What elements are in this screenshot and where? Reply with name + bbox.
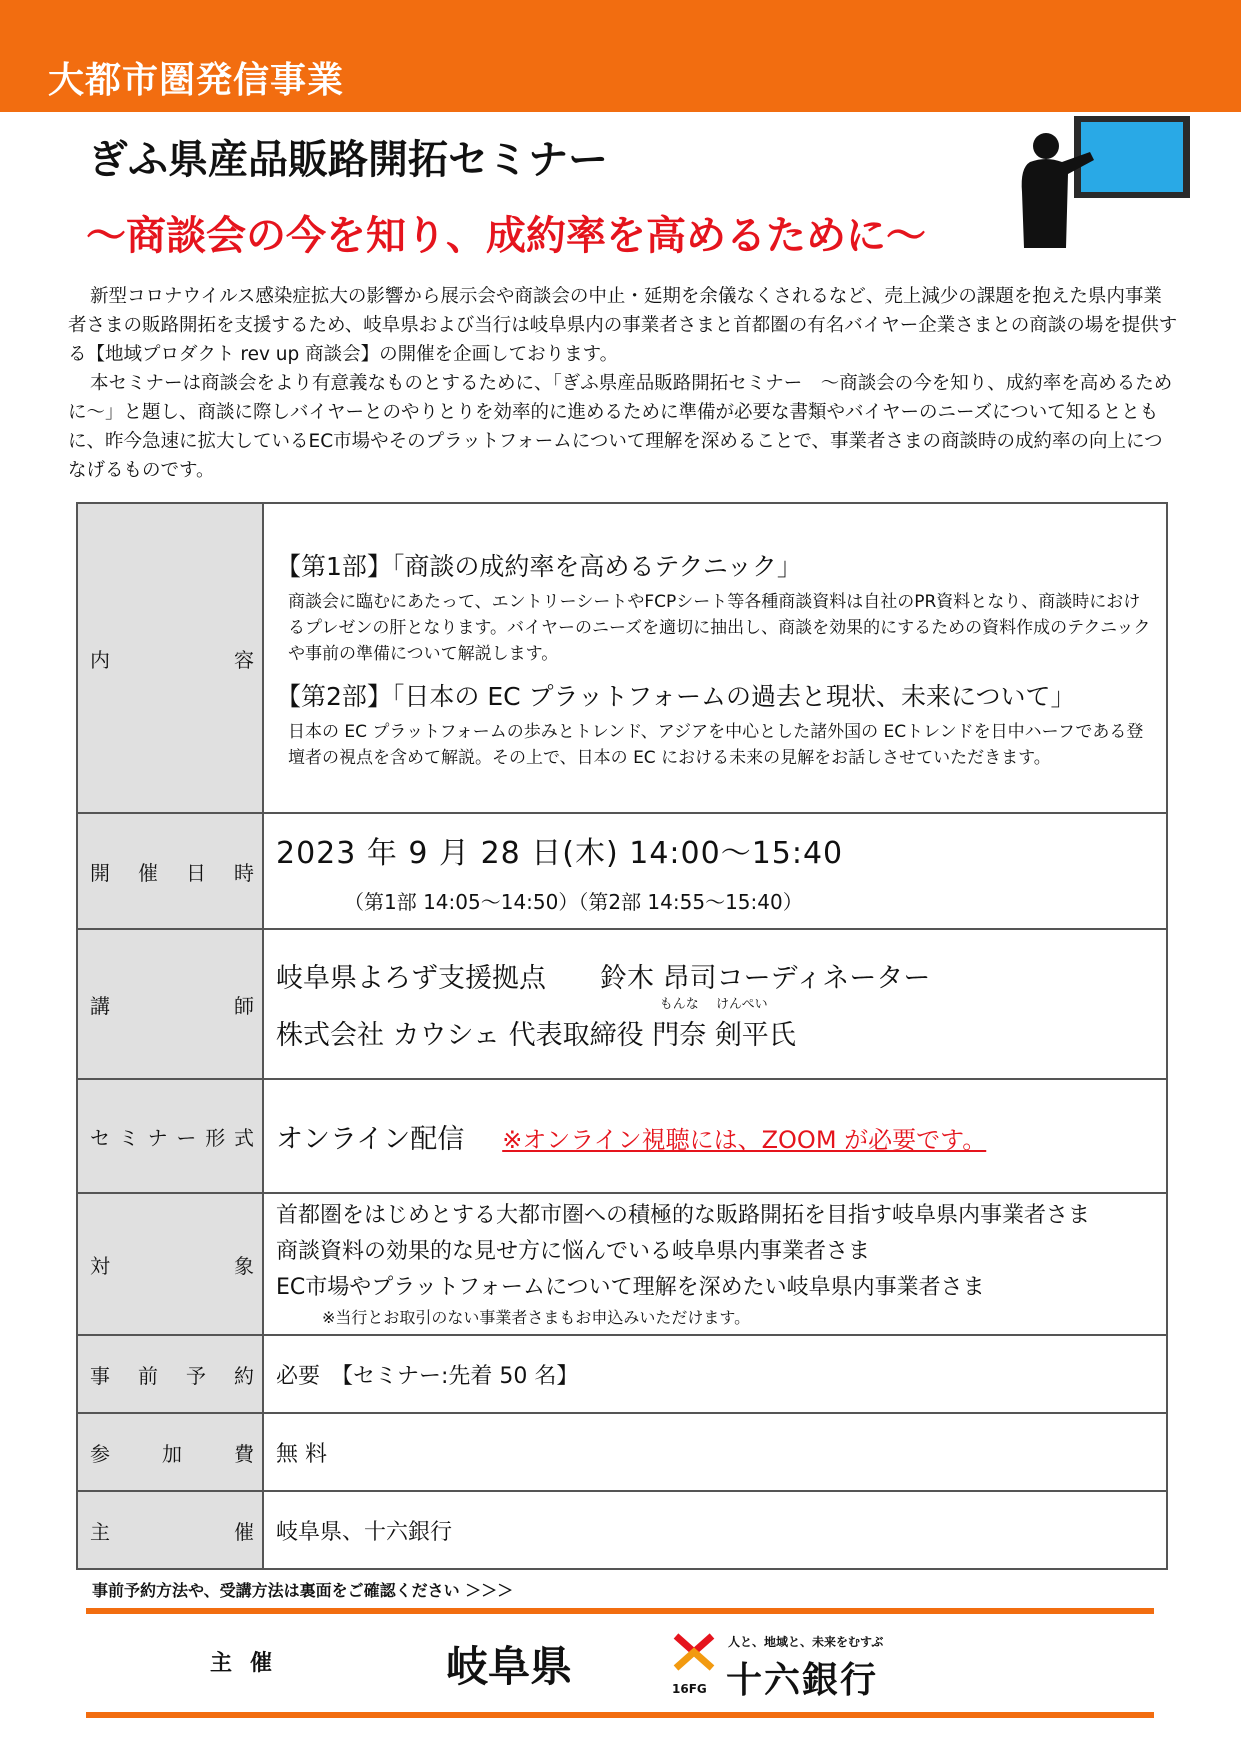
fee-label: 参加費 xyxy=(77,1413,263,1491)
lecturer-1: 岐阜県よろず支援拠点 鈴木 昂司コーディネーター xyxy=(276,963,931,994)
footer-host-label: 主催 xyxy=(210,1651,291,1676)
presenter-illustration-icon xyxy=(1012,112,1192,252)
date-sub: （第1部 14:05～14:50）（第2部 14:55～15:40） xyxy=(344,889,803,914)
part2-body: 日本の EC プラットフォームの歩みとトレンド、アジアを中心とした諸外国の ECトレンドを日中ハーフである登壇者の視点を含めて解説。その上で、日本の EC における未来の見解をお話しさせていただきます。 xyxy=(288,722,1144,768)
target-note: ※当行とお取引のない事業者さまもお申込みいただけます。 xyxy=(322,1308,751,1327)
header-banner xyxy=(0,0,1241,112)
lecturer-value xyxy=(263,929,1167,1079)
intro-paragraph: 新型コロナウイルス感染症拡大の影響から展示会や商談会の中止・延期を余儀なくされるなど、売上減少の課題を抱えた県内事業者さまの販路開拓を支援するため、岐阜県および当行は岐阜県内の事業者さまと首都圏の有名バイヤー企業さまとの商談の場を提供する【地域プロダクト rev up 商談会】の開催を企画しております。 xyxy=(68,286,1178,365)
format-value xyxy=(263,1079,1167,1193)
reservation-value: 必要 【セミナー:先着 50 名】 xyxy=(263,1335,1167,1413)
given-name: けんぺい 剣平 xyxy=(714,997,769,1051)
format-label: セミナー形式 xyxy=(77,1079,263,1193)
host-value: 岐阜県、十六銀行 xyxy=(263,1491,1167,1569)
gifu-prefecture-logo: 岐阜県 xyxy=(446,1642,573,1691)
content-label: 内容 xyxy=(77,503,263,813)
reservation-label: 事前予約 xyxy=(77,1335,263,1413)
zoom-note: ※オンライン視聴には、ZOOM が必要です。 xyxy=(502,1125,987,1154)
date-main: 2023 年 9 月 28 日(木) 14:00～15:40 xyxy=(276,835,844,871)
lecturer-2: 株式会社 カウシェ 代表取締役 もんな 門奈 けんぺい 剣平氏 xyxy=(276,997,796,1051)
bank-code: 16FG xyxy=(672,1682,707,1696)
date-value xyxy=(263,813,1167,929)
bank-name: 十六銀行 xyxy=(726,1660,879,1701)
part1-title: 【第1部】「商談の成約率を高めるテクニック」 xyxy=(276,552,802,581)
intro-text xyxy=(68,282,1178,485)
footer-divider-bottom xyxy=(86,1712,1154,1718)
date-label: 開催日時 xyxy=(77,813,263,929)
target-value xyxy=(263,1193,1167,1335)
bank-tagline: 人と、地域と、未来をむすぶ xyxy=(728,1635,884,1649)
target-label: 対象 xyxy=(77,1193,263,1335)
surname: もんな 門奈 xyxy=(652,997,707,1051)
fee-value: 無 料 xyxy=(263,1413,1167,1491)
page-title: ぎふ県産品販路開拓セミナー xyxy=(88,137,608,183)
banner-title: 大都市圏発信事業 xyxy=(48,60,345,101)
format-online: オンライン配信 xyxy=(276,1123,465,1155)
seminar-info-table xyxy=(76,502,1168,1570)
target-item: EC市場やプラットフォームについて理解を深めたい岐阜県内事業者さま xyxy=(276,1275,985,1300)
lecturer-label: 講師 xyxy=(77,929,263,1079)
host-label: 主催 xyxy=(77,1491,263,1569)
content-value xyxy=(263,503,1167,813)
reservation-footnote: 事前予約方法や、受講方法は裏面をご確認ください ＞＞＞ xyxy=(92,1581,514,1600)
part1-body: 商談会に臨むにあたって、エントリーシートやFCPシート等各種商談資料は自社のPR資料となり、商談時におけるプレゼンの肝となります。バイヤーのニーズを適切に抽出し、商談を効果的にするための資料作成のテクニックや事前の準備について解説します。 xyxy=(288,592,1151,664)
intro-paragraph: 本セミナーは商談会をより有意義なものとするために、「ぎふ県産品販路開拓セミナー ～商談会の今を知り、成約率を高めるために～」と題し、商談に際しバイヤーとのやりとりを効率的に進めるために準備が必要な書類やバイヤーのニーズについて知るとともに、昨今急速に拡大しているEC市場やそのプラットフォームについて理解を深めることで、事業者さまの商談時の成約率の向上につなげるものです。 xyxy=(68,373,1173,481)
footer-divider-top xyxy=(86,1608,1154,1614)
juroku-bank-logo-icon xyxy=(670,1628,718,1676)
page-subtitle: ～商談会の今を知り、成約率を高めるために～ xyxy=(86,213,926,259)
target-item: 首都圏をはじめとする大都市圏への積極的な販路開拓を目指す岐阜県内事業者さま xyxy=(276,1203,1091,1228)
target-item: 商談資料の効果的な見せ方に悩んでいる岐阜県内事業者さま xyxy=(276,1239,871,1264)
part2-title: 【第2部】「日本の EC プラットフォームの過去と現状、未来について」 xyxy=(276,682,1076,711)
